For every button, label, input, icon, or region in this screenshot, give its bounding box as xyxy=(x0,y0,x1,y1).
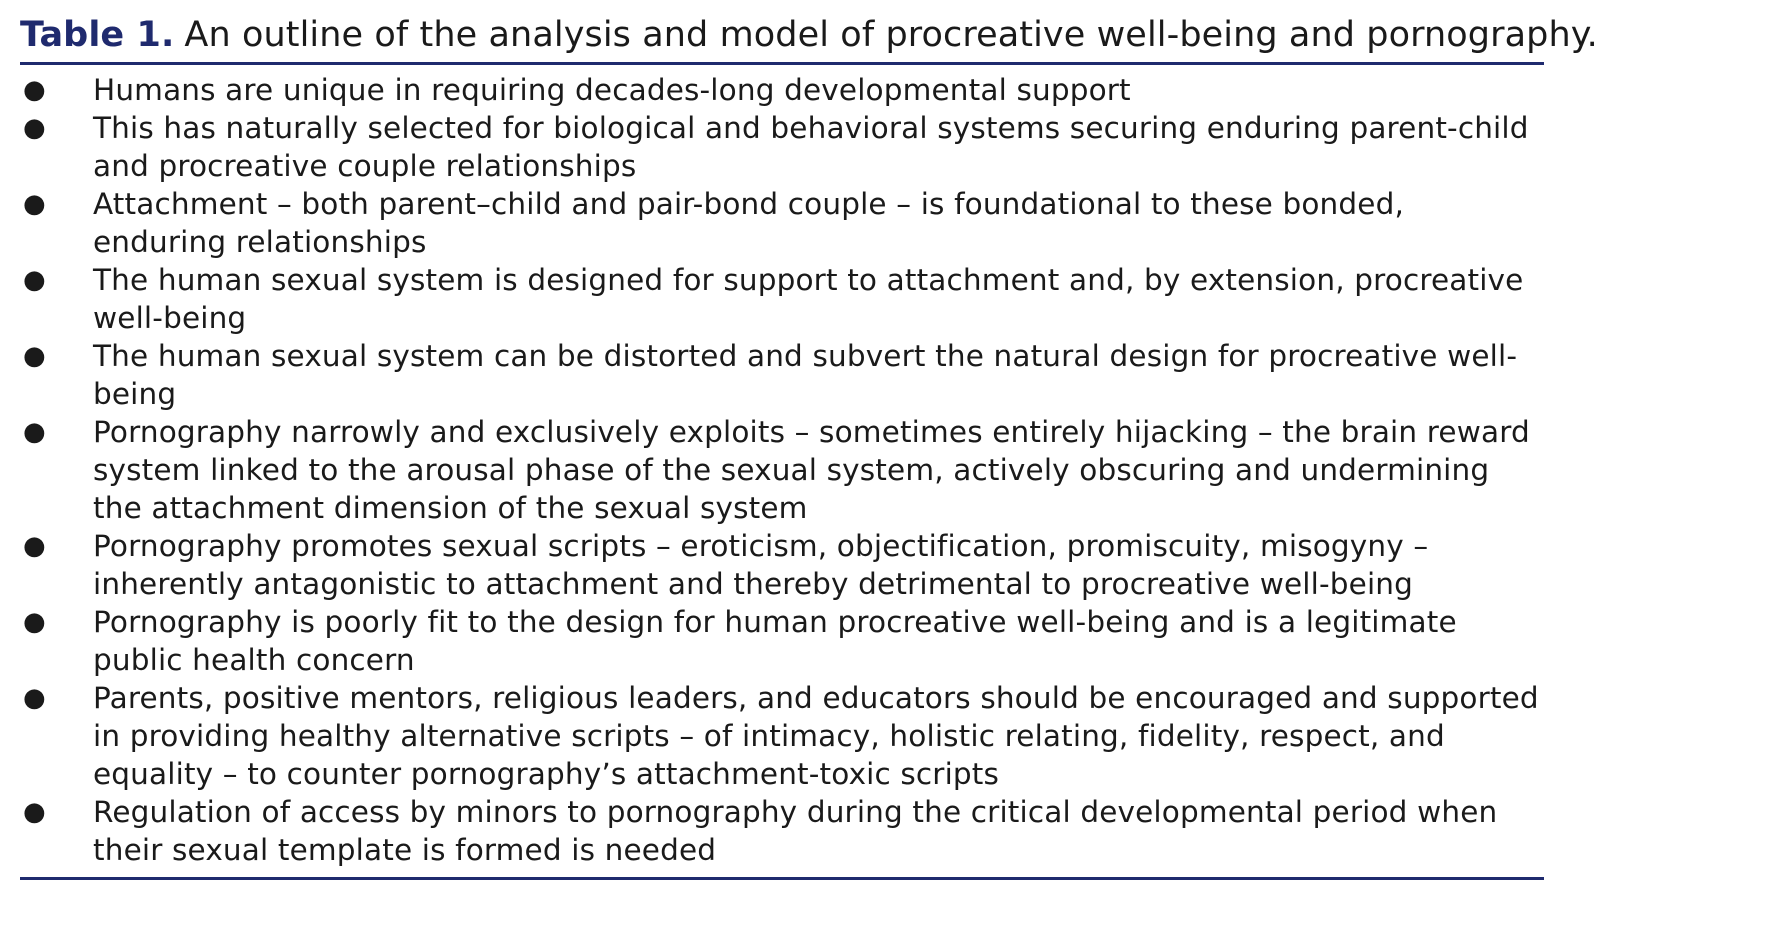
list-item xyxy=(20,413,1544,527)
bullet-icon: ● xyxy=(23,189,46,219)
list-item-text: Pornography narrowly and exclusively exploits – sometimes entirely hijacking – the brain reward system linked to the arousal phase of the sexual system, actively obscuring and undermining the attachment dimension of the sexual system xyxy=(93,415,1530,525)
list-item-text: The human sexual system is designed for support to attachment and, by extension, procreative well-being xyxy=(93,263,1524,335)
list-item-text: Pornography is poorly fit to the design for human procreative well-being and is a legitimate public health concern xyxy=(93,605,1457,677)
list-item-text: Pornography promotes sexual scripts – eroticism, objectification, promiscuity, misogyny – inherently antagonistic to attachment and thereby detrimental to procreative well-being xyxy=(93,529,1429,601)
list-item-text: The human sexual system can be distorted and subvert the natural design for procreative well-being xyxy=(93,339,1518,411)
list-item xyxy=(20,337,1544,413)
list-item xyxy=(20,185,1544,261)
bullet-icon: ● xyxy=(23,797,46,827)
bullet-icon: ● xyxy=(23,607,46,637)
bullet-icon: ● xyxy=(23,113,46,143)
bullet-icon: ● xyxy=(23,531,46,561)
bullet-icon: ● xyxy=(23,683,46,713)
list-item xyxy=(20,71,1544,109)
table-caption xyxy=(20,10,1598,62)
outline-list xyxy=(20,71,1544,869)
list-item xyxy=(20,603,1544,679)
bullet-icon: ● xyxy=(23,265,46,295)
list-item-text: Humans are unique in requiring decades-long developmental support xyxy=(93,73,1131,107)
list-item xyxy=(20,527,1544,603)
table-label: Table 1. xyxy=(20,15,175,55)
table-caption-text: An outline of the analysis and model of procreative well-being and pornography. xyxy=(184,15,1598,55)
bullet-icon: ● xyxy=(23,417,46,447)
list-item-text: Attachment – both parent–child and pair-bond couple – is foundational to these bonded, enduring relationships xyxy=(93,187,1404,259)
top-rule xyxy=(20,62,1544,65)
list-item xyxy=(20,109,1544,185)
list-item-text: This has naturally selected for biological and behavioral systems securing enduring parent-child and procreative couple relationships xyxy=(93,111,1529,183)
list-item-text: Parents, positive mentors, religious leaders, and educators should be encouraged and supported in providing healthy alternative scripts – of intimacy, holistic relating, fidelity, respect, and equality – to counter pornography’s attachment-toxic scripts xyxy=(93,681,1539,791)
list-item xyxy=(20,793,1544,869)
bottom-rule xyxy=(20,877,1544,880)
list-item xyxy=(20,261,1544,337)
list-item xyxy=(20,679,1544,793)
list-item-text: Regulation of access by minors to pornography during the critical developmental period when their sexual template is formed is needed xyxy=(93,795,1498,867)
table-container xyxy=(20,10,1598,880)
bullet-icon: ● xyxy=(23,341,46,371)
bullet-icon: ● xyxy=(23,75,46,105)
